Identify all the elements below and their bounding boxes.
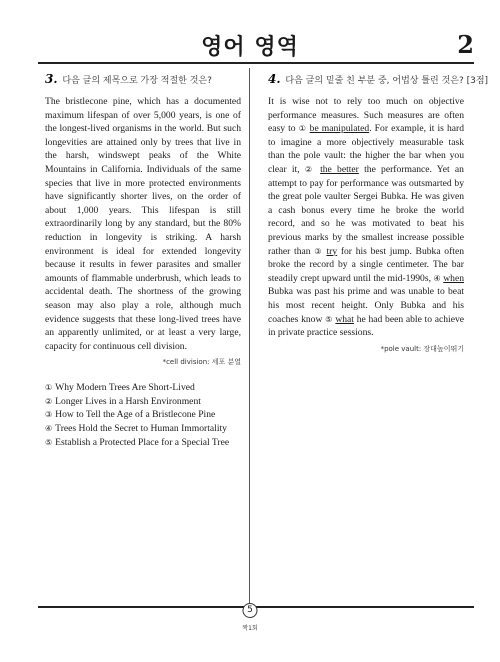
question-3-header <box>45 72 241 86</box>
page-footer-label: 짝1회 <box>242 625 258 632</box>
underline-marker-3: ③ <box>314 246 323 256</box>
passage-text: he had been able to achieve in private practice sessions. <box>268 313 465 339</box>
option-4-mark: ④ <box>45 424 53 434</box>
question-4-number: 4. <box>268 72 281 86</box>
column-divider <box>249 68 250 604</box>
option-4[interactable] <box>45 422 241 436</box>
passage-text: Bubka was past his prime and was unable to beat his most recent height. Only Bubka and his coaches know <box>268 286 464 325</box>
passage-text: It is wise not to rely too much on objective performance measures. Such measures are often easy to <box>268 96 464 135</box>
option-2-text: Longer Lives in a Harsh Environment <box>55 395 201 407</box>
underline-marker-2: ② <box>304 164 315 174</box>
underline-marker-4: ④ <box>433 273 441 283</box>
underlined-phrase-2: the better <box>320 163 359 175</box>
passage-text: the performance. Yet an attempt to pay for performance was outsmarted by the great pole vaulter Sergei Bubka. He was given a cash bonus every time he broke the world record, and so he was motivated to beat his previous marks by the smallest increase possible rather than <box>268 163 464 257</box>
option-2[interactable] <box>45 395 241 409</box>
underlined-phrase-4: when <box>443 272 464 284</box>
question-3 <box>45 72 241 449</box>
option-5-text: Establish a Protected Place for a Special Tree <box>55 436 230 448</box>
option-5[interactable] <box>45 436 241 450</box>
question-4-footnote: *pole vault: 장대높이뛰기 <box>380 344 464 353</box>
question-3-options <box>45 381 241 449</box>
question-4-prompt: 다음 글의 밑줄 친 부분 중, 어법상 틀린 것은? [3점] <box>285 76 489 86</box>
option-3-text: How to Tell the Age of a Bristlecone Pine <box>55 409 216 421</box>
question-3-number: 3. <box>45 72 58 86</box>
option-1-text: Why Modern Trees Are Short-Lived <box>55 382 195 394</box>
option-3-mark: ③ <box>45 410 53 420</box>
question-3-passage: The bristlecone pine, which has a documented maximum lifespan of over 5,000 years, is one of the longest-lived organisms in the world. But such longevities are attained only by trees that live in the harsh, windswept peaks of the White Mountains in California. Individuals of the same species that live in more protected environments have significantly shorter lives, on the order of about 1,000 years. This lifespan is still extraordinarily long by any standard, but the 80% reduction in longevity is striking. A harsh environment is ideal for extended longevity because it results in fewer parasites and smaller amounts of flammable underbrush, which leads to accidental death. The shortness of the growing season may also play a role, although much evidence suggests that these long-lived trees have an apparently unlimited, or at least a very large, capacity for continuous cell division. <box>45 96 241 352</box>
question-4 <box>268 72 489 354</box>
passage-text: for his best jump. Bubka often broke the record by a single centimeter. The bar steadily crept upward until the mid-1990s, <box>268 245 465 284</box>
option-3[interactable] <box>45 408 241 422</box>
option-1-mark: ① <box>45 383 53 393</box>
page-number: 2 <box>457 30 474 59</box>
underlined-phrase-3: try <box>326 245 338 257</box>
question-4-passage <box>268 95 464 340</box>
question-3-prompt: 다음 글의 제목으로 가장 적절한 것은? <box>62 76 212 86</box>
question-4-header <box>268 72 489 86</box>
underlined-phrase-5: what <box>335 313 354 325</box>
option-2-mark: ② <box>45 396 53 406</box>
underline-marker-5: ⑤ <box>325 314 333 324</box>
option-4-text: Trees Hold the Secret to Human Immortality <box>55 423 227 435</box>
option-1[interactable] <box>45 381 241 395</box>
page-header-title: 영어 영역 <box>201 35 299 60</box>
header-rule <box>38 62 474 64</box>
underline-marker-1: ① <box>298 124 307 134</box>
option-5-mark: ⑤ <box>45 437 53 447</box>
passage-text: . For example, it is hard to imagine a more objectively measurable task than the pole vault: the higher the bar when you clear it, <box>268 123 465 175</box>
page-number-circle: 5 <box>243 603 258 618</box>
question-3-footnote: *cell division: 세포 분열 <box>162 358 241 367</box>
underlined-phrase-1: be manipulated <box>309 123 370 135</box>
